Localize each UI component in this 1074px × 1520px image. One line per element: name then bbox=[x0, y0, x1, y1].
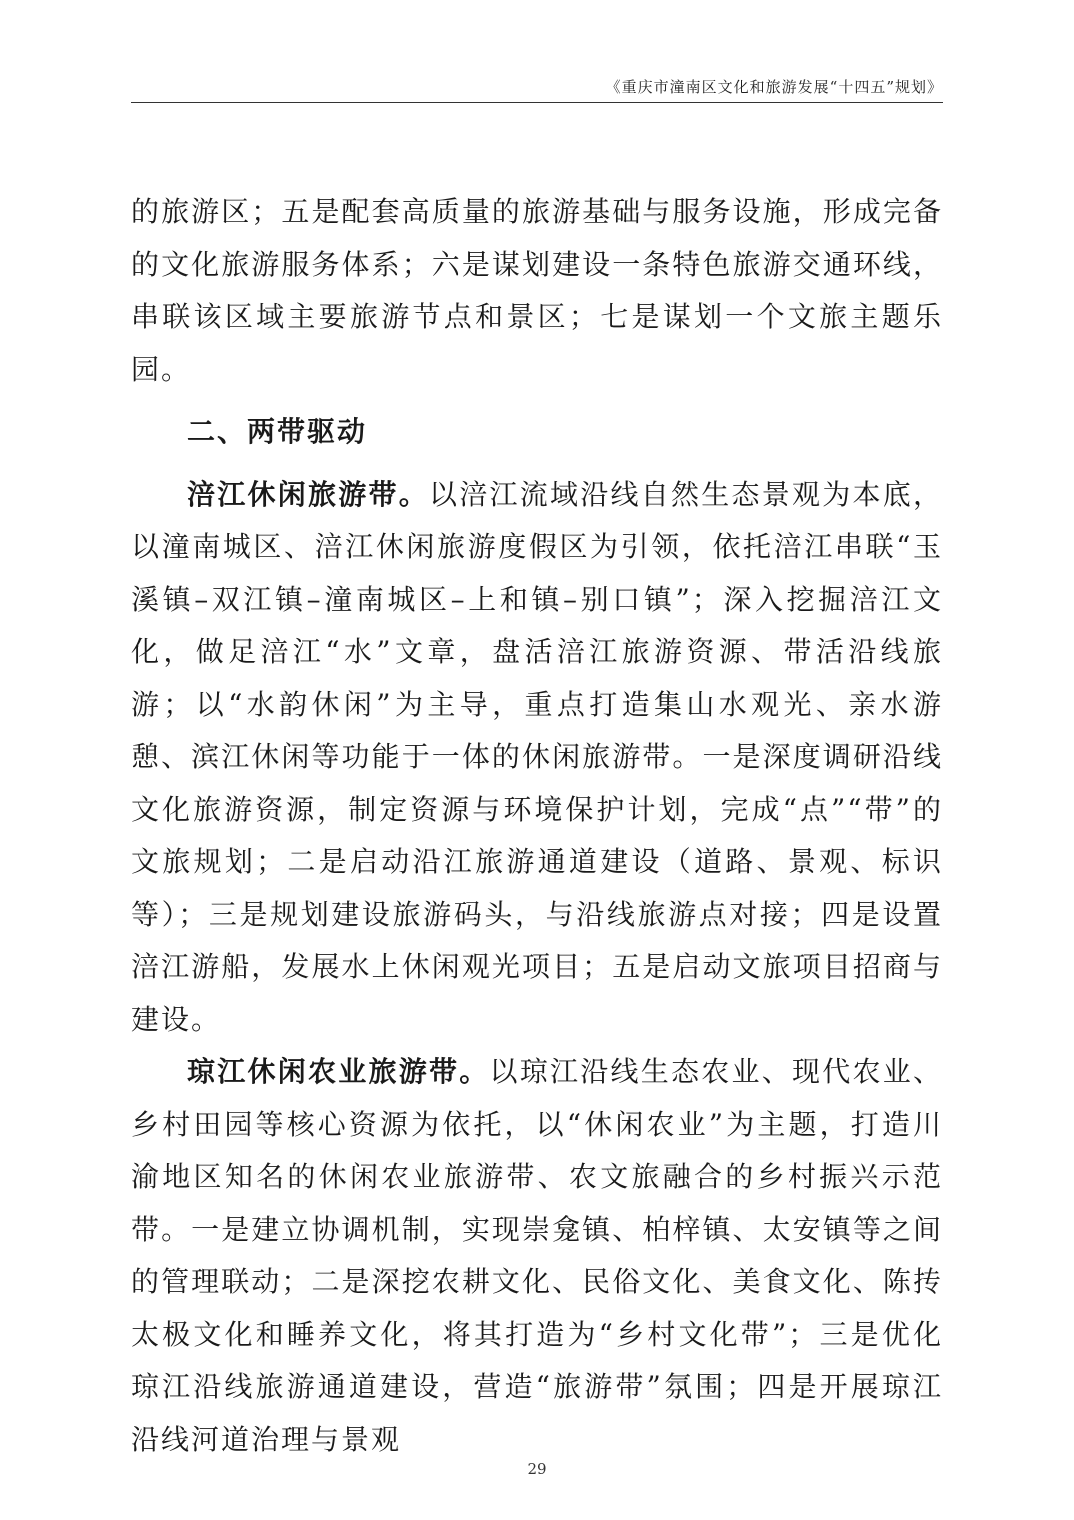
section-heading: 二、两带驱动 bbox=[187, 415, 368, 448]
paragraph-qiongjiang-belt bbox=[131, 1046, 943, 1466]
paragraph-lead-fujiang: 涪江休闲旅游带。 bbox=[187, 477, 429, 511]
running-header: 《重庆市潼南区文化和旅游发展“十四五”规划》 bbox=[605, 78, 943, 96]
paragraph-lead-qiongjiang: 琼江休闲农业旅游带。 bbox=[187, 1055, 490, 1088]
document-body bbox=[131, 186, 943, 1466]
paragraph-body-qiongjiang: 以琼江沿线生态农业、现代农业、乡村田园等核心资源为依托，以“休闲农业”为主题，打造川渝地区知名的休闲农业旅游带、农文旅融合的乡村振兴示范带。一是建立协调机制，实现崇龛镇、柏梓镇、太安镇等之间的管理联动；二是深挖农耕文化、民俗文化、美食文化、陈抟太极文化和睡养文化，将其打造为“乡村文化带”；三是优化琼江沿线旅游通道建设，营造“旅游带”氛围；四是开展琼江沿线河道治理与景观 bbox=[131, 1055, 943, 1456]
paragraph-body-fujiang: 以涪江流域沿线自然生态景观为本底，以潼南城区、涪江休闲旅游度假区为引领，依托涪江串联“玉溪镇–双江镇–潼南城区–上和镇–别口镇”；深入挖掘涪江文化，做足涪江“水”文章，盘活涪江旅游资源、带活沿线旅游；以“水韵休闲”为主导，重点打造集山水观光、亲水游憩、滨江休闲等功能于一体的休闲旅游带。一是深度调研沿线文化旅游资源，制定资源与环境保护计划，完成“点”“带”的文旅规划；二是启动沿江旅游通道建设（道路、景观、标识等）；三是规划建设旅游码头，与沿线旅游点对接；四是设置涪江游船，发展水上休闲观光项目；五是启动文旅项目招商与建设。 bbox=[131, 477, 943, 1036]
page-number: 29 bbox=[527, 1460, 547, 1478]
paragraph-continuation: 的旅游区；五是配套高质量的旅游基础与服务设施，形成完备的文化旅游服务体系；六是谋划建设一条特色旅游交通环线，串联该区域主要旅游节点和景区；七是谋划一个文旅主题乐园。 bbox=[131, 195, 943, 386]
paragraph-fujiang-belt bbox=[131, 469, 943, 1047]
header-divider bbox=[131, 102, 943, 103]
